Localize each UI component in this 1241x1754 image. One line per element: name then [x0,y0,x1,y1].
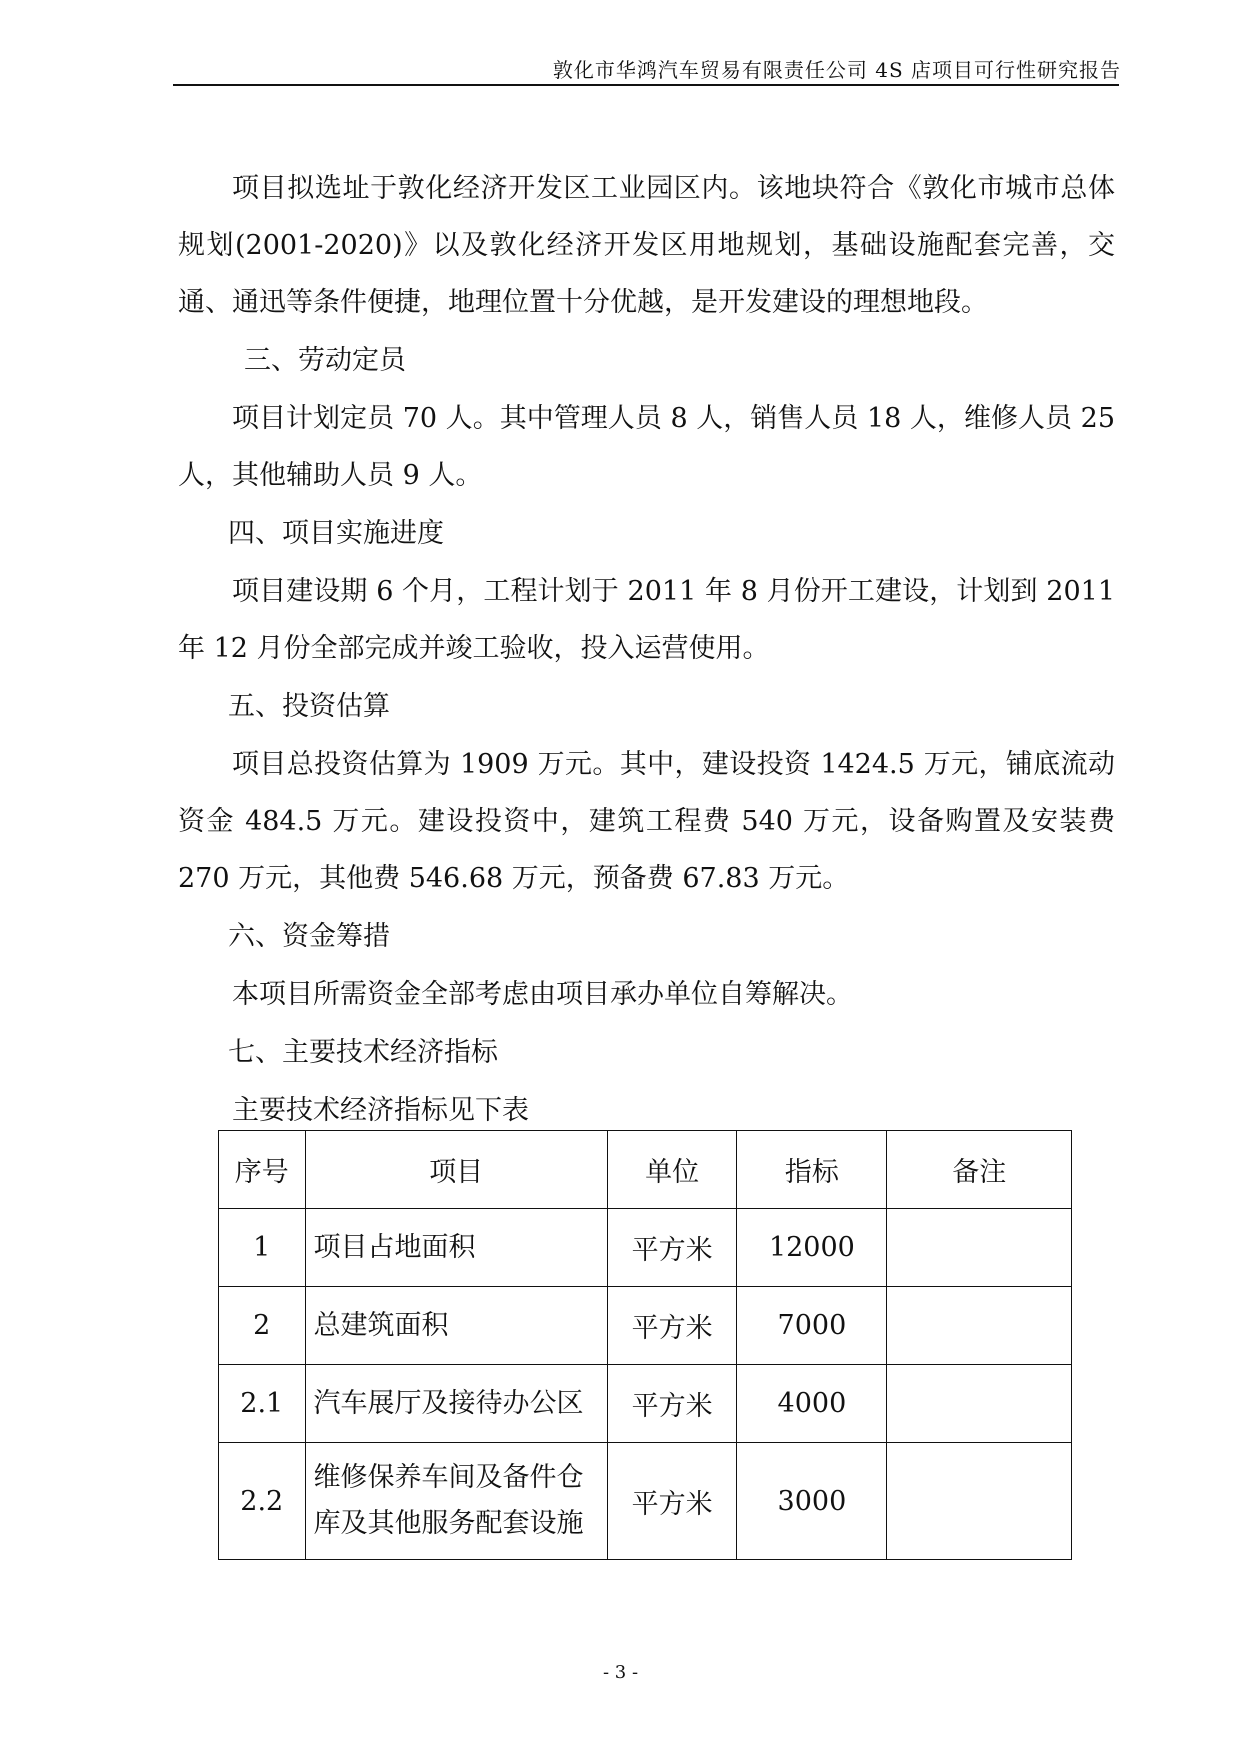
header-item: 项目 [305,1131,607,1209]
row-value: 12000 [737,1209,887,1287]
section6-text: 本项目所需资金全部考虑由项目承办单位自筹解决。 [232,979,853,1010]
section4-text: 项目建设期 6 个月，工程计划于 2011 年 8 月份开工建设，计划到 2011 年 12 月份全部完成并竣工验收，投入运营使用。 [178,576,1115,664]
section5-text: 项目总投资估算为 1909 万元。其中，建设投资 1424.5 万元，铺底流动资金 484.5 万元。建设投资中，建筑工程费 540 万元，设备购置及安装费 270 万元，其他费 546.68 万元，预备费 67.83 万元。 [178,749,1115,894]
table-caption: 主要技术经济指标见下表 [232,1095,529,1126]
document-body [178,160,1115,1139]
row-value: 3000 [737,1443,887,1560]
row-value: 4000 [737,1365,887,1443]
section3-heading: 三、劳动定员 [244,345,406,376]
row-unit: 平方米 [607,1287,736,1365]
header-unit: 单位 [607,1131,736,1209]
section5-heading: 五、投资估算 [228,691,390,722]
table-row [219,1209,1072,1287]
row-item: 项目占地面积 [305,1209,607,1287]
row-unit: 平方米 [607,1365,736,1443]
section7-heading: 七、主要技术经济指标 [228,1037,498,1068]
row-unit: 平方米 [607,1209,736,1287]
row-seq: 1 [219,1209,306,1287]
header-divider [173,84,1119,86]
row-remark [887,1209,1072,1287]
row-seq: 2.1 [219,1365,306,1443]
table-row [219,1443,1072,1560]
section4-heading: 四、项目实施进度 [228,518,444,549]
header-title: 敦化市华鸿汽车贸易有限责任公司 4S 店项目可行性研究报告 [552,58,1121,82]
section3-text: 项目计划定员 70 人。其中管理人员 8 人，销售人员 18 人，维修人员 25 人，其他辅助人员 9 人。 [178,403,1115,491]
site-paragraph: 项目拟选址于敦化经济开发区工业园区内。该地块符合《敦化市城市总体规划(2001-2020)》以及敦化经济开发区用地规划，基础设施配套完善，交通、通迅等条件便捷，地理位置十分优越，是开发建设的理想地段。 [178,173,1115,318]
section6-heading: 六、资金筹措 [228,921,390,952]
row-item: 维修保养车间及备件仓库及其他服务配套设施 [305,1443,607,1560]
header-remark: 备注 [887,1131,1072,1209]
header-value: 指标 [737,1131,887,1209]
row-value: 7000 [737,1287,887,1365]
row-remark [887,1443,1072,1560]
indicators-table [218,1130,1072,1560]
table-row [219,1287,1072,1365]
row-item: 汽车展厅及接待办公区 [305,1365,607,1443]
table-header-row [219,1131,1072,1209]
row-seq: 2.2 [219,1443,306,1560]
row-seq: 2 [219,1287,306,1365]
page-number: - 3 - [602,1662,639,1683]
header-seq: 序号 [219,1131,306,1209]
row-remark [887,1287,1072,1365]
row-remark [887,1365,1072,1443]
row-item: 总建筑面积 [305,1287,607,1365]
table-row [219,1365,1072,1443]
row-unit: 平方米 [607,1443,736,1560]
